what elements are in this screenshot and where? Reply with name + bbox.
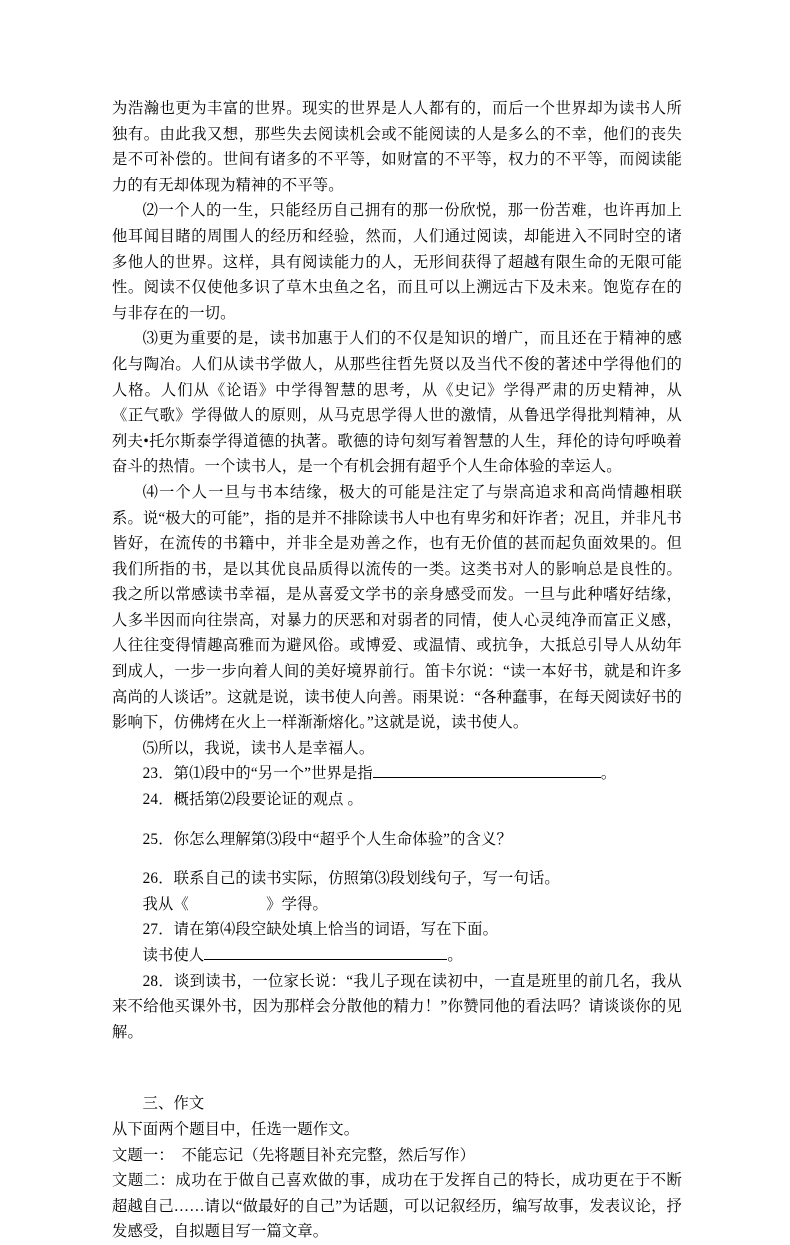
paragraph-intro-continuation: 为浩瀚也更为丰富的世界。现实的世界是人人都有的，而后一个世界却为读书人所独有。由此我又想，那些失去阅读机会或不能阅读的人是多么的不幸，他们的丧失是不可补偿的。世间有诸多的不平等，如财富的不平等，权力的不平等，而阅读能力的有无却体现为精神的不平等。 bbox=[112, 100, 682, 194]
question-26: 26．联系自己的读书实际，仿照第⑶段划线句子，写一句话。 bbox=[142, 870, 560, 888]
section-instruction: 从下面两个题目中，任选一题作文。 bbox=[112, 1120, 360, 1138]
question-26-answer-line[interactable]: 我从《 》学得。 bbox=[142, 895, 328, 913]
document-content bbox=[112, 96, 682, 1245]
paragraph-4: ⑷一个人一旦与书本结缘，极大的可能是注定了与崇高追求和高尚情趣相联系。说“极大的可能”，指的是并不排除读书人中也有卑劣和奸诈者；况且，并非凡书皆好，在流传的书籍中，并非全是劝善之作，也有无价值的甚而起负面效果的。但我们所指的书，是以其优良品质得以流传的一类。这类书对人的影响总是良性的。我之所以常感读书幸福，是从喜爱文学书的亲身感受而发。一旦与此种嗜好结缘，人多半因而向往崇高，对暴力的厌恶和对弱者的同情，使人心灵纯净而富正义感，人往往变得情趣高雅而为避风俗。或博爱、或温情、或抗争，大抵总引导人从幼年到成人，一步一步向着人间的美好境界前行。笛卡尔说：“读一本好书，就是和许多高尚的人谈话”。这就是说，读书使人向善。雨果说：“各种蠢事，在每天阅读好书的影响下，仿佛烤在火上一样渐渐熔化。”这就是说，读书使人。 bbox=[112, 483, 682, 732]
composition-topic-2: 文题二：成功在于做自己喜欢做的事，成功在于发挥自己的特长，成功更在于不断超越自己……请以“做最好的自己”为话题，可以记叙经历，编写故事，发表议论，抒发感受，自拟题目写一篇文章。 bbox=[112, 1172, 682, 1241]
paragraph-5: ⑸所以，我说，读书人是幸福人。 bbox=[142, 739, 375, 757]
paragraph-3: ⑶更为重要的是，读书加惠于人们的不仅是知识的增广，而且还在于精神的感化与陶冶。人们从读书学做人，从那些往哲先贤以及当代不俊的著述中学得他们的人格。人们从《论语》中学得智慧的思考，从《史记》学得严肃的历史精神，从《正气歌》学得做人的原则，从马克思学得人世的激情，从鲁迅学得批判精神，从列夫•托尔斯泰学得道德的执著。歌德的诗句刻写着智慧的人生，拜伦的诗句呼唤着奋斗的热情。一个读书人，是一个有机会拥有超乎个人生命体验的幸运人。 bbox=[112, 330, 682, 476]
question-23-text: 23．第⑴段中的“另一个”世界是指 bbox=[142, 765, 373, 783]
question-25: 25．你怎么理解第⑶段中“超乎个人生命体验”的含义？ bbox=[142, 830, 512, 848]
question-27: 27．请在第⑷段空缺处填上恰当的词语，写在下面。 bbox=[142, 921, 499, 939]
question-27-answer-blank[interactable] bbox=[204, 959, 447, 960]
composition-topic-1: 文题一： 不能忘记（先将题目补充完整，然后写作） bbox=[112, 1146, 476, 1164]
question-23-suffix: 。 bbox=[600, 765, 617, 783]
question-24: 24．概括第⑵段要论证的观点 。 bbox=[142, 791, 363, 809]
question-28: 28．谈到读书，一位家长说：“我儿子现在读初中，一直是班里的前几名，我从来不给他买课外书，因为那样会分散他的精力！”你赞同他的看法吗？请谈谈你的见解。 bbox=[112, 972, 682, 1041]
section-heading-composition: 三、作文 bbox=[142, 1095, 205, 1113]
question-27-answer-prefix: 读书使人 bbox=[142, 947, 205, 964]
spacer-q25-q26 bbox=[112, 852, 682, 866]
question-23-answer-blank[interactable] bbox=[373, 777, 601, 778]
spacer-q24-q25 bbox=[112, 813, 682, 827]
question-27-answer-line bbox=[112, 943, 682, 969]
paragraph-2: ⑵一个人的一生，只能经历自己拥有的那一份欣悦，那一份苦难，也许再加上他耳闻目睹的周围人的经历和经验，然而，人们通过阅读，却能进入不同时空的诸多他人的世界。这样，具有阅读能力的人，无形间获得了超越有限生命的无限可能性。阅读不仅使他多识了草木虫鱼之名，而且可以上溯远古下及未来。饱览存在的与非存在的一切。 bbox=[112, 202, 682, 322]
question-27-answer-suffix: 。 bbox=[447, 947, 463, 964]
spacer-before-section bbox=[112, 1045, 682, 1091]
question-23 bbox=[112, 761, 682, 787]
